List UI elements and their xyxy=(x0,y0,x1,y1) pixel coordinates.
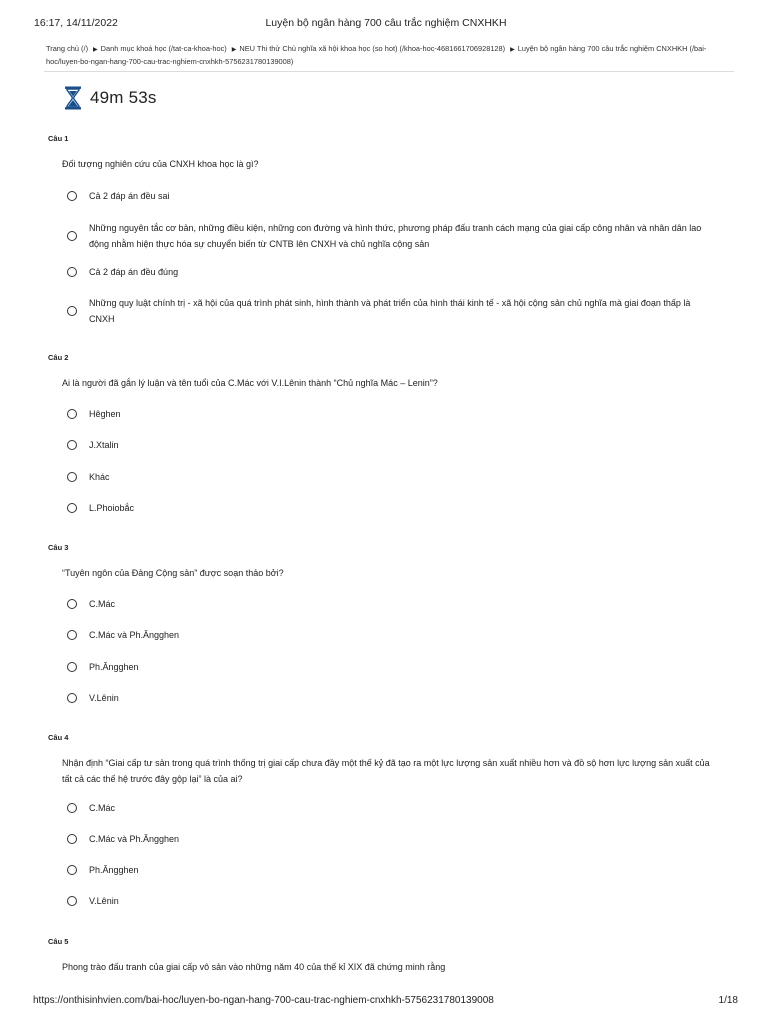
answer-option[interactable] xyxy=(67,500,717,516)
answer-option-text: Những nguyên tắc cơ bản, những điều kiện, những con đường và hình thức, phương pháp đấu tranh cách mạng của giai cấp công nhân và nhân dân lao động nhằm hiện thực hóa sự chuyển biến từ CNTB lên CNXH và chủ nghĩa cộng sản xyxy=(89,223,702,249)
question-text: Đối tượng nghiên cứu của CNXH khoa học là gì? xyxy=(62,159,259,169)
answer-option-text: C.Mác xyxy=(89,803,116,813)
question-text: Nhận định “Giai cấp tư sản trong quá trình thống trị giai cấp chưa đầy một thế kỷ đã tạo ra một lực lượng sản xuất nhiều hơn và đồ sộ hơn lực lượng sản xuất của tất cả các thế hệ trước đây gộp lại” là của ai? xyxy=(62,758,710,784)
answer-option[interactable] xyxy=(67,596,717,612)
question-label: Câu 2 xyxy=(48,353,69,362)
answer-option[interactable] xyxy=(67,295,717,327)
answer-option-text: Cả 2 đáp án đều đúng xyxy=(89,267,179,277)
radio-unchecked-icon[interactable] xyxy=(67,803,77,813)
radio-unchecked-icon[interactable] xyxy=(67,693,77,703)
radio-unchecked-icon[interactable] xyxy=(67,191,77,201)
answer-option[interactable] xyxy=(67,831,717,847)
radio-unchecked-icon[interactable] xyxy=(67,503,77,513)
breadcrumb xyxy=(46,43,736,68)
answer-option-text: C.Mác và Ph.Ăngghen xyxy=(89,630,180,640)
answer-option[interactable] xyxy=(67,469,717,485)
radio-unchecked-icon[interactable] xyxy=(67,662,77,672)
radio-unchecked-icon[interactable] xyxy=(67,267,77,277)
question-1 xyxy=(48,134,718,324)
radio-unchecked-icon[interactable] xyxy=(67,630,77,640)
header-divider xyxy=(44,71,734,72)
answer-option[interactable] xyxy=(67,220,717,252)
breadcrumb-course[interactable]: NEU Thi thử Chủ nghĩa xã hội khoa học (so hot) (/khoa-hoc-4681661706928128) xyxy=(239,44,506,53)
radio-unchecked-icon[interactable] xyxy=(67,865,77,875)
answer-option-text: Khác xyxy=(89,472,110,482)
print-title: Luyện bộ ngân hàng 700 câu trắc nghiệm CNXHKH xyxy=(265,17,507,29)
radio-unchecked-icon[interactable] xyxy=(67,306,77,316)
question-5 xyxy=(48,937,718,972)
answer-option[interactable] xyxy=(67,659,717,675)
radio-unchecked-icon[interactable] xyxy=(67,231,77,241)
countdown-timer xyxy=(64,86,157,110)
radio-unchecked-icon[interactable] xyxy=(67,599,77,609)
breadcrumb-lesson[interactable]: Luyện bộ ngân hàng 700 câu trắc nghiệm CNXHKH (/bai-hoc/luyen-bo-ngan-hang-700-cau-trac-nghiem-cnxhkh-5756231780139008) xyxy=(46,44,707,66)
answer-option[interactable] xyxy=(67,862,717,878)
page-url: https://onthisinhvien.com/bai-hoc/luyen-bo-ngan-hang-700-cau-trac-nghiem-cnxhkh-5756231780139008 xyxy=(33,995,494,1006)
answer-option[interactable] xyxy=(67,437,717,453)
breadcrumb-home[interactable]: Trang chủ (/) xyxy=(46,44,89,53)
question-4 xyxy=(48,733,718,906)
print-datetime: 16:17, 14/11/2022 xyxy=(34,17,118,29)
answer-option-text: Ph.Ăngghen xyxy=(89,865,139,875)
radio-unchecked-icon[interactable] xyxy=(67,896,77,906)
radio-unchecked-icon[interactable] xyxy=(67,440,77,450)
breadcrumb-separator-icon: ▶ xyxy=(93,47,98,53)
question-label: Câu 1 xyxy=(48,134,69,143)
question-text: Ai là người đã gắn lý luận và tên tuổi của C.Mác với V.I.Lênin thành “Chủ nghĩa Mác – Lenin”? xyxy=(62,378,438,388)
breadcrumb-separator-icon: ▶ xyxy=(510,47,515,53)
breadcrumb-separator-icon: ▶ xyxy=(231,47,237,53)
breadcrumb-course-catalog[interactable]: Danh mục khoá học (/tat-ca-khoa-hoc) xyxy=(100,44,227,53)
answer-option[interactable] xyxy=(67,800,717,816)
answer-option-text: Cả 2 đáp án đều sai xyxy=(89,191,170,201)
answer-option-text: L.Phoiobắc xyxy=(89,503,135,513)
question-label: Câu 3 xyxy=(48,543,69,552)
question-label: Câu 5 xyxy=(48,937,69,946)
answer-option-text: J.Xtalin xyxy=(89,440,119,450)
radio-unchecked-icon[interactable] xyxy=(67,409,77,419)
timer-value: 49m 53s xyxy=(90,88,157,107)
question-label: Câu 4 xyxy=(48,733,69,742)
answer-option-text: C.Mác và Ph.Ăngghen xyxy=(89,834,180,844)
answer-option-text: Hêghen xyxy=(89,409,121,419)
answer-option[interactable] xyxy=(67,893,717,909)
answer-option[interactable] xyxy=(67,690,717,706)
question-3 xyxy=(48,543,718,703)
answer-option-text: C.Mác xyxy=(89,599,116,609)
question-text: “Tuyên ngôn của Đảng Cộng sản” được soạn thảo bởi? xyxy=(62,568,284,578)
answer-option-text: Những quy luật chính trị - xã hội của quá trình phát sinh, hình thành và phát triển của hình thái kinh tế - xã hội cộng sản chủ nghĩa mà giai đoạn thấp là CNXH xyxy=(89,298,691,324)
answer-option[interactable] xyxy=(67,188,717,204)
answer-option-text: V.Lênin xyxy=(89,693,119,703)
answer-option[interactable] xyxy=(67,406,717,422)
question-text: Phong trào đấu tranh của giai cấp vô sản vào những năm 40 của thế kỉ XIX đã chứng minh rằng xyxy=(62,962,446,972)
answer-option[interactable] xyxy=(67,627,717,643)
hourglass-icon xyxy=(64,86,82,110)
page-number: 1/18 xyxy=(718,995,738,1006)
question-2 xyxy=(48,353,718,513)
answer-option[interactable] xyxy=(67,264,717,280)
answer-option-text: V.Lênin xyxy=(89,896,119,906)
answer-option-text: Ph.Ăngghen xyxy=(89,662,139,672)
radio-unchecked-icon[interactable] xyxy=(67,834,77,844)
radio-unchecked-icon[interactable] xyxy=(67,472,77,482)
